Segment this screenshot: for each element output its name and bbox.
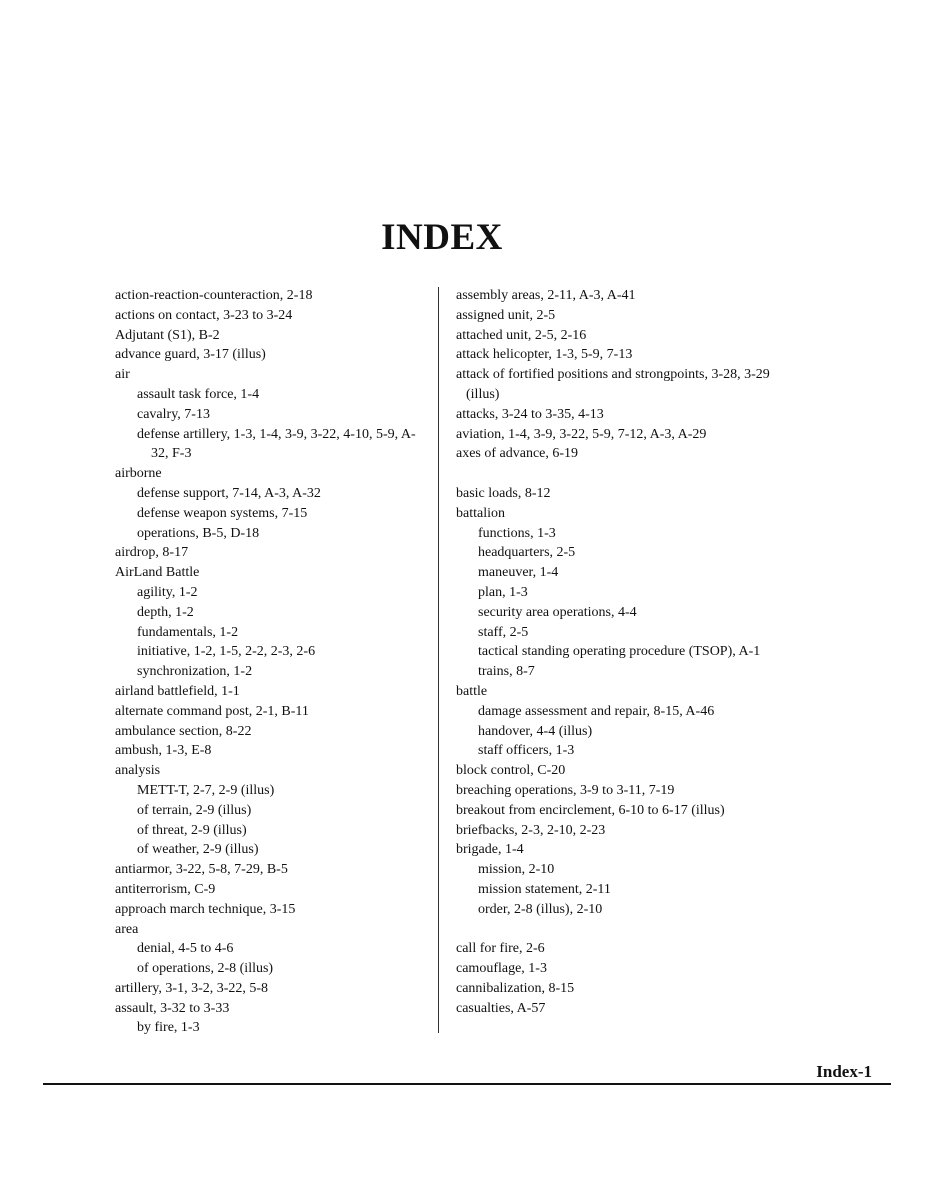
index-entry: ambush, 1-3, E-8 — [115, 743, 212, 759]
index-subentry: damage assessment and repair, 8-15, A-46 — [478, 703, 715, 719]
index-subentry: mission statement, 2-11 — [478, 881, 611, 897]
index-subentry: defense artillery, 1-3, 1-4, 3-9, 3-22, 4-10, 5-9, A-32, F-3 — [137, 426, 416, 462]
index-entry: actions on contact, 3-23 to 3-24 — [115, 307, 293, 323]
index-entry: assembly areas, 2-11, A-3, A-41 — [456, 288, 636, 303]
index-column-left — [115, 286, 425, 1038]
index-entry: approach march technique, 3-15 — [115, 901, 296, 917]
index-entry: area — [115, 921, 139, 937]
index-subentry: depth, 1-2 — [137, 604, 194, 620]
index-entry: axes of advance, 6-19 — [456, 446, 579, 462]
index-subentry: plan, 1-3 — [478, 584, 528, 600]
index-entry: analysis — [115, 763, 161, 779]
index-subentry: of threat, 2-9 (illus) — [137, 822, 247, 838]
footer-rule — [43, 1083, 891, 1085]
index-entry: Adjutant (S1), B-2 — [115, 327, 220, 343]
index-entry: aviation, 1-4, 3-9, 3-22, 5-9, 7-12, A-3, A-29 — [456, 426, 707, 442]
index-subentry: order, 2-8 (illus), 2-10 — [478, 901, 603, 917]
index-subentry: assault task force, 1-4 — [137, 386, 260, 402]
index-entry: attack helicopter, 1-3, 5-9, 7-13 — [456, 347, 633, 363]
index-entry: basic loads, 8-12 — [456, 485, 551, 501]
index-entry: brigade, 1-4 — [456, 842, 524, 858]
index-subentry: fundamentals, 1-2 — [137, 624, 239, 640]
index-subentry: trains, 8-7 — [478, 664, 535, 680]
index-subentry: staff, 2-5 — [478, 624, 529, 640]
index-entry: block control, C-20 — [456, 763, 566, 779]
index-entry: antiarmor, 3-22, 5-8, 7-29, B-5 — [115, 862, 288, 878]
page-title: INDEX — [381, 217, 503, 258]
index-entry: alternate command post, 2-1, B-11 — [115, 703, 309, 719]
index-subentry: agility, 1-2 — [137, 584, 198, 600]
index-subentry: of weather, 2-9 (illus) — [137, 842, 259, 858]
index-subentry: functions, 1-3 — [478, 525, 556, 541]
index-entry: action-reaction-counteraction, 2-18 — [115, 288, 313, 303]
index-subentry: defense weapon systems, 7-15 — [137, 505, 308, 521]
index-entry: battalion — [456, 505, 505, 521]
index-subentry: headquarters, 2-5 — [478, 545, 576, 561]
index-entry: camouflage, 1-3 — [456, 961, 547, 977]
index-entry: call for fire, 2-6 — [456, 941, 545, 957]
index-entry: attacks, 3-24 to 3-35, 4-13 — [456, 406, 604, 422]
index-subentry: defense support, 7-14, A-3, A-32 — [137, 485, 321, 501]
index-subentry: initiative, 1-2, 1-5, 2-2, 2-3, 2-6 — [137, 644, 316, 660]
index-entry: airdrop, 8-17 — [115, 545, 189, 561]
entry-gap — [456, 464, 776, 484]
index-entry: breaching operations, 3-9 to 3-11, 7-19 — [456, 782, 675, 798]
index-entry: briefbacks, 2-3, 2-10, 2-23 — [456, 822, 606, 838]
index-subentry: mission, 2-10 — [478, 862, 555, 878]
index-subentry: operations, B-5, D-18 — [137, 525, 260, 541]
index-subentry: tactical standing operating procedure (TSOP), A-1 — [478, 644, 761, 660]
index-entry: cannibalization, 8-15 — [456, 980, 575, 996]
index-subentry: of operations, 2-8 (illus) — [137, 961, 274, 977]
index-entry: breakout from encirclement, 6-10 to 6-17 (illus) — [456, 802, 725, 818]
index-column-right — [456, 286, 776, 1018]
index-entry: attack of fortified positions and strongpoints, 3-28, 3-29 (illus) — [456, 367, 770, 402]
index-subentry: METT-T, 2-7, 2-9 (illus) — [137, 782, 275, 798]
column-divider — [438, 287, 439, 1033]
index-entry: assigned unit, 2-5 — [456, 307, 556, 323]
index-subentry: security area operations, 4-4 — [478, 604, 637, 620]
index-entry: airland battlefield, 1-1 — [115, 683, 240, 699]
page-number: Index-1 — [816, 1062, 872, 1081]
index-entry: casualties, A-57 — [456, 1000, 546, 1016]
index-entry: antiterrorism, C-9 — [115, 881, 216, 897]
index-subentry: handover, 4-4 (illus) — [478, 723, 593, 739]
index-subentry: staff officers, 1-3 — [478, 743, 575, 759]
index-entry: advance guard, 3-17 (illus) — [115, 347, 266, 363]
index-entry: airborne — [115, 466, 162, 482]
index-entry: AirLand Battle — [115, 565, 200, 581]
index-entry: ambulance section, 8-22 — [115, 723, 252, 739]
index-entry: assault, 3-32 to 3-33 — [115, 1000, 230, 1016]
index-subentry: denial, 4-5 to 4-6 — [137, 941, 234, 957]
index-subentry: cavalry, 7-13 — [137, 406, 210, 422]
index-entry: air — [115, 367, 130, 383]
index-subentry: synchronization, 1-2 — [137, 664, 253, 680]
index-entry: artillery, 3-1, 3-2, 3-22, 5-8 — [115, 980, 269, 996]
entry-gap — [456, 920, 776, 940]
index-subentry: by fire, 1-3 — [137, 1020, 200, 1036]
index-entry: attached unit, 2-5, 2-16 — [456, 327, 587, 343]
index-subentry: of terrain, 2-9 (illus) — [137, 802, 252, 818]
index-entry: battle — [456, 683, 488, 699]
index-subentry: maneuver, 1-4 — [478, 565, 559, 581]
